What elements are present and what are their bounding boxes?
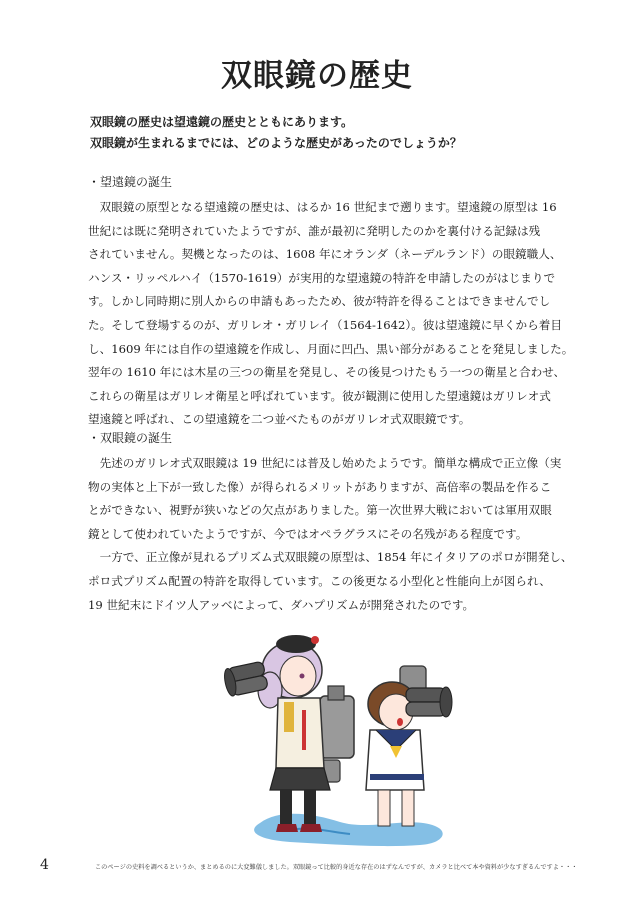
body-line: 望遠鏡と呼ばれ、この望遠鏡を二つ並べたものがガリレオ式双眼鏡です。 <box>88 412 471 427</box>
footnote: このページの史料を調べるというか、まとめるのに大変難儀しました。双眼鏡って比較的身近な存在のはずなんですが、カメラと比べて本や資料が少なすぎるんですよ・・・ <box>95 864 578 871</box>
body-line: す。しかし同時期に別人からの申請もあったため、彼が特許を得ることはできませんでし <box>88 294 551 309</box>
lead-text <box>90 112 560 154</box>
binocular-girls-illustration <box>220 618 470 848</box>
section-telescope-birth <box>88 172 574 432</box>
body-line: 鏡として使われていたようですが、今ではオペラグラスにその名残がある程度です。 <box>88 526 528 541</box>
lead-line: 双眼鏡が生まれるまでには、どのような歴史があったのでしょうか？ <box>90 136 462 150</box>
section-heading: ・双眼鏡の誕生 <box>88 431 173 445</box>
left-girl-body <box>276 698 324 768</box>
body-line: されていません。契機となったのは、1608 年にオランダ（ネーデルランド）の眼鏡職人、 <box>88 247 562 262</box>
page-title: 双眼鏡の歴史 <box>221 58 413 94</box>
body-line: 世紀には既に発明されていたようですが、誰が最初に発明したのかを裏付ける記録は残 <box>88 223 541 238</box>
section-body <box>88 196 574 432</box>
lead-line: 双眼鏡の歴史は望遠鏡の歴史とともにあります。 <box>90 115 354 129</box>
body-line: ハンス・リッペルハイ（1570-1619）が実用的な望遠鏡の特許を申請したのがはじまりで <box>88 270 556 285</box>
binoculars-right <box>406 687 452 717</box>
body-line: 翌年の 1610 年には木星の三つの衛星を発見し、その後見つけたもう一つの衛星と合わせ、 <box>88 365 566 380</box>
body-line: ポロ式プリズム配置の特許を取得しています。この後更なる小型化と性能向上が図られ、 <box>88 573 551 588</box>
body-line: 一方で、正立像が見れるプリズム式双眼鏡の原型は、1854 年にイタリアのポロが開発し、 <box>88 550 573 565</box>
section-body <box>88 452 573 617</box>
body-line: 双眼鏡の原型となる望遠鏡の歴史は、はるか 16 世紀まで遡ります。望遠鏡の原型は 16 <box>88 200 557 214</box>
left-girl-hat <box>276 635 316 653</box>
body-line: 19 世紀末にドイツ人アッベによって、ダハプリズムが開発されたのです。 <box>88 597 475 612</box>
page-number: 4 <box>40 857 49 873</box>
body-line: 先述のガリレオ式双眼鏡は 19 世紀には普及し始めたようです。簡単な構成で正立像（実 <box>88 456 562 470</box>
body-line: た。そして登場するのが、ガリレオ・ガリレイ（1564-1642）。彼は望遠鏡に早くから着目 <box>88 317 562 332</box>
section-binocular-birth <box>88 428 573 617</box>
body-line: 物の実体と上下が一致した像）が得られるメリットがありますが、高倍率の製品を作るこ <box>88 479 552 494</box>
rigging <box>320 696 354 758</box>
body-line: とができない、視野が狭いなどの欠点がありました。第一次世界大戦においては軍用双眼 <box>88 503 552 518</box>
body-line: これらの衛星はガリレオ衛星と呼ばれています。彼が観測に使用した望遠鏡はガリレオ式 <box>88 388 551 403</box>
section-heading: ・望遠鏡の誕生 <box>88 175 173 189</box>
body-line: し、1609 年には自作の望遠鏡を作成し、月面に凹凸、黒い部分があることを発見しました。 <box>88 341 574 356</box>
